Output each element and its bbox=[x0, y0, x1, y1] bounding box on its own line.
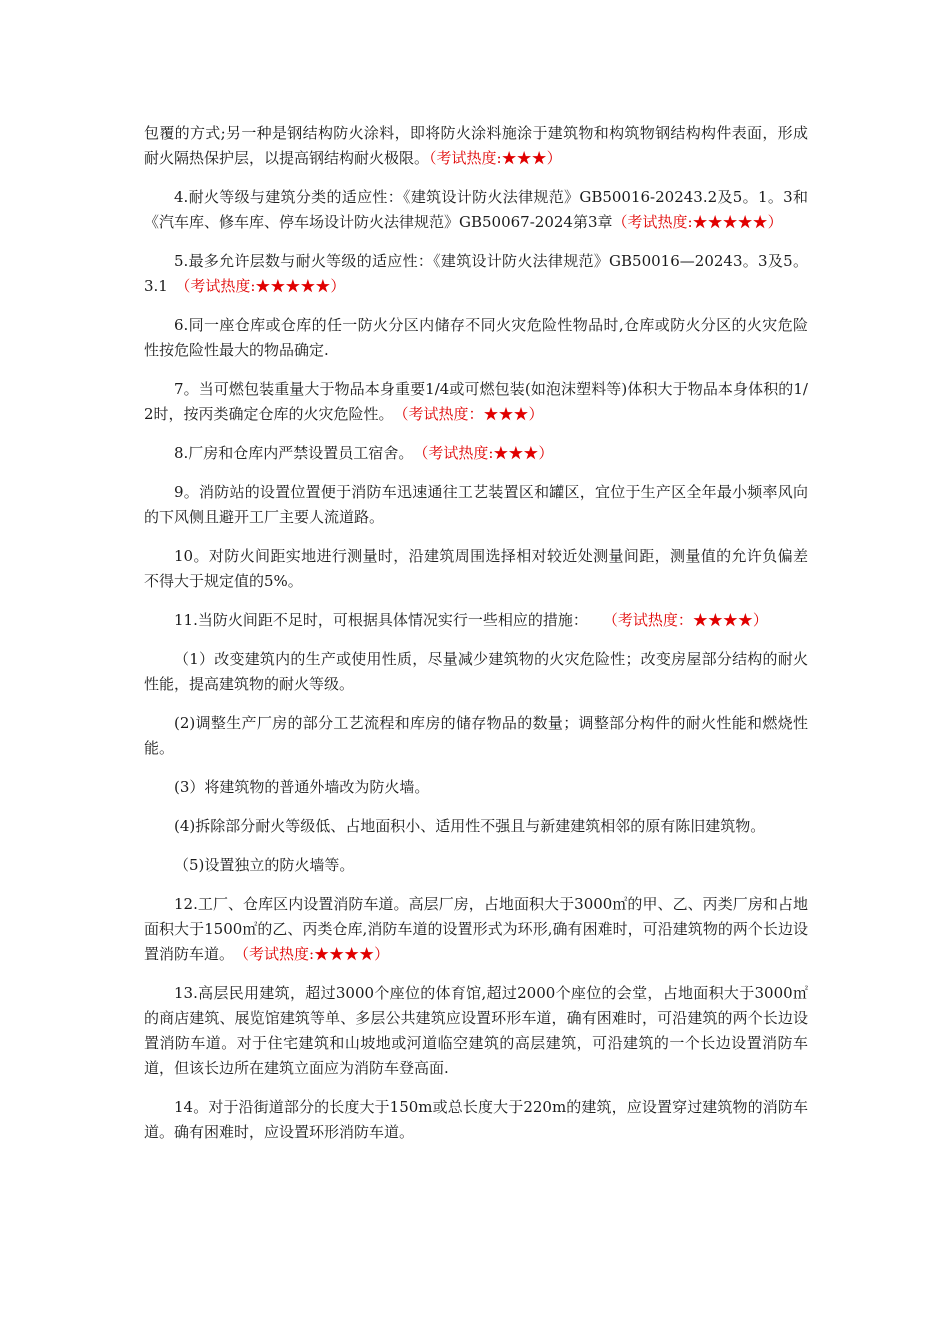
paragraph-text: 11.当防火间距不足时，可根据具体情况实行一些相应的措施： bbox=[174, 611, 611, 629]
paragraph-10 bbox=[144, 544, 808, 594]
paragraph-text: (4)拆除部分耐火等级低、占地面积小、适用性不强且与新建建筑相邻的原有陈旧建筑物。 bbox=[174, 817, 766, 835]
paragraph-11 bbox=[144, 608, 808, 633]
exam-heat-rating: （考试热度:★★★） bbox=[420, 444, 554, 462]
measure-3 bbox=[144, 775, 808, 800]
paragraph-7 bbox=[144, 377, 808, 427]
paragraph-text: (3）将建筑物的普通外墙改为防火墙。 bbox=[174, 778, 430, 796]
exam-heat-rating: （考试热度：★★★★） bbox=[610, 611, 768, 629]
paragraph-text: 13.高层民用建筑，超过3000个座位的体育馆,超过2000个座位的会堂，占地面积大于3000㎡的商店建筑、展览馆建筑等单、多层公共建筑应设置环形车道，确有困难时，可沿建筑的两个长边设置消防车道。对于住宅建筑和山坡地或河道临空建筑的高层建筑，可沿建筑的一个长边设置消防车道，但该长边所在建筑立面应为消防车登高面. bbox=[144, 984, 808, 1077]
paragraph-4 bbox=[144, 185, 808, 235]
paragraph-8 bbox=[144, 441, 808, 466]
paragraph-text: 包覆的方式;另一种是钢结构防火涂料，即将防火涂料施涂于建筑物和构筑物钢结构构件表面，形成耐火隔热保护层，以提高钢结构耐火极限。 bbox=[144, 124, 808, 167]
paragraph-text: 8.厂房和仓库内严禁设置员工宿舍。 bbox=[174, 444, 421, 462]
paragraph-9 bbox=[144, 480, 808, 530]
paragraph-14 bbox=[144, 1095, 808, 1145]
paragraph-text: 7。当可燃包装重量大于物品本身重要1/4或可燃包装(如泡沫塑料等)体积大于物品本身体积的1/2时，按丙类确定仓库的火灾危险性。 bbox=[144, 380, 808, 423]
paragraph-text: 10。对防火间距实地进行测量时，沿建筑周围选择相对较近处测量间距，测量值的允许负偏差不得大于规定值的5%。 bbox=[144, 547, 808, 590]
measure-2 bbox=[144, 711, 808, 761]
paragraph-5 bbox=[144, 249, 808, 299]
paragraph-text: 9。消防站的设置位置便于消防车迅速通往工艺装置区和罐区，宜位于生产区全年最小频率风向的下风侧且避开工厂主要人流道路。 bbox=[144, 483, 808, 526]
exam-heat-rating: （考试热度:★★★★） bbox=[241, 945, 390, 963]
paragraph-text: (2)调整生产厂房的部分工艺流程和库房的储存物品的数量；调整部分构件的耐火性能和燃烧性能。 bbox=[144, 714, 808, 757]
measure-4 bbox=[144, 814, 808, 839]
paragraph-text: 6.同一座仓库或仓库的任一防火分区内储存不同火灾危险性物品时,仓库或防火分区的火灾危险性按危险性最大的物品确定. bbox=[144, 316, 808, 359]
paragraph-13 bbox=[144, 981, 808, 1081]
exam-heat-rating: （考试热度:★★★） bbox=[429, 149, 562, 167]
paragraph-6 bbox=[144, 313, 808, 363]
exam-heat-rating: （考试热度:★★★★★） bbox=[182, 277, 346, 295]
paragraph-text: 12.工厂、仓库区内设置消防车道。高层厂房，占地面积大于3000㎡的甲、乙、丙类厂房和占地面积大于1500㎡的乙、丙类仓库,消防车道的设置形式为环形,确有困难时，可沿建筑物的两个长边设置消防车道。 bbox=[144, 895, 808, 963]
paragraph-text: （1）改变建筑内的生产或使用性质，尽量减少建筑物的火灾危险性；改变房屋部分结构的耐火性能，提高建筑物的耐火等级。 bbox=[144, 650, 808, 693]
paragraph-12 bbox=[144, 892, 808, 967]
paragraph-text: 5.最多允许层数与耐火等级的适应性：《建筑设计防火法律规范》GB50016—20243。3及5。3.1 bbox=[144, 252, 808, 295]
paragraph-text: 14。对于沿街道部分的长度大于150m或总长度大于220m的建筑，应设置穿过建筑物的消防车道。确有困难时，应设置环形消防车道。 bbox=[144, 1098, 808, 1141]
paragraph-0 bbox=[144, 121, 808, 171]
exam-heat-rating: （考试热度：★★★） bbox=[401, 405, 544, 423]
paragraph-text: （5)设置独立的防火墙等。 bbox=[174, 856, 355, 874]
exam-heat-rating: （考试热度:★★★★★） bbox=[612, 213, 783, 231]
measure-5 bbox=[144, 853, 808, 878]
paragraph-text: 4.耐火等级与建筑分类的适应性：《建筑设计防火法律规范》GB50016-20243.2及5。1。3和《汽车库、修车库、停车场设计防火法律规范》GB50067-2024第3章 bbox=[144, 188, 808, 231]
measure-1 bbox=[144, 647, 808, 697]
